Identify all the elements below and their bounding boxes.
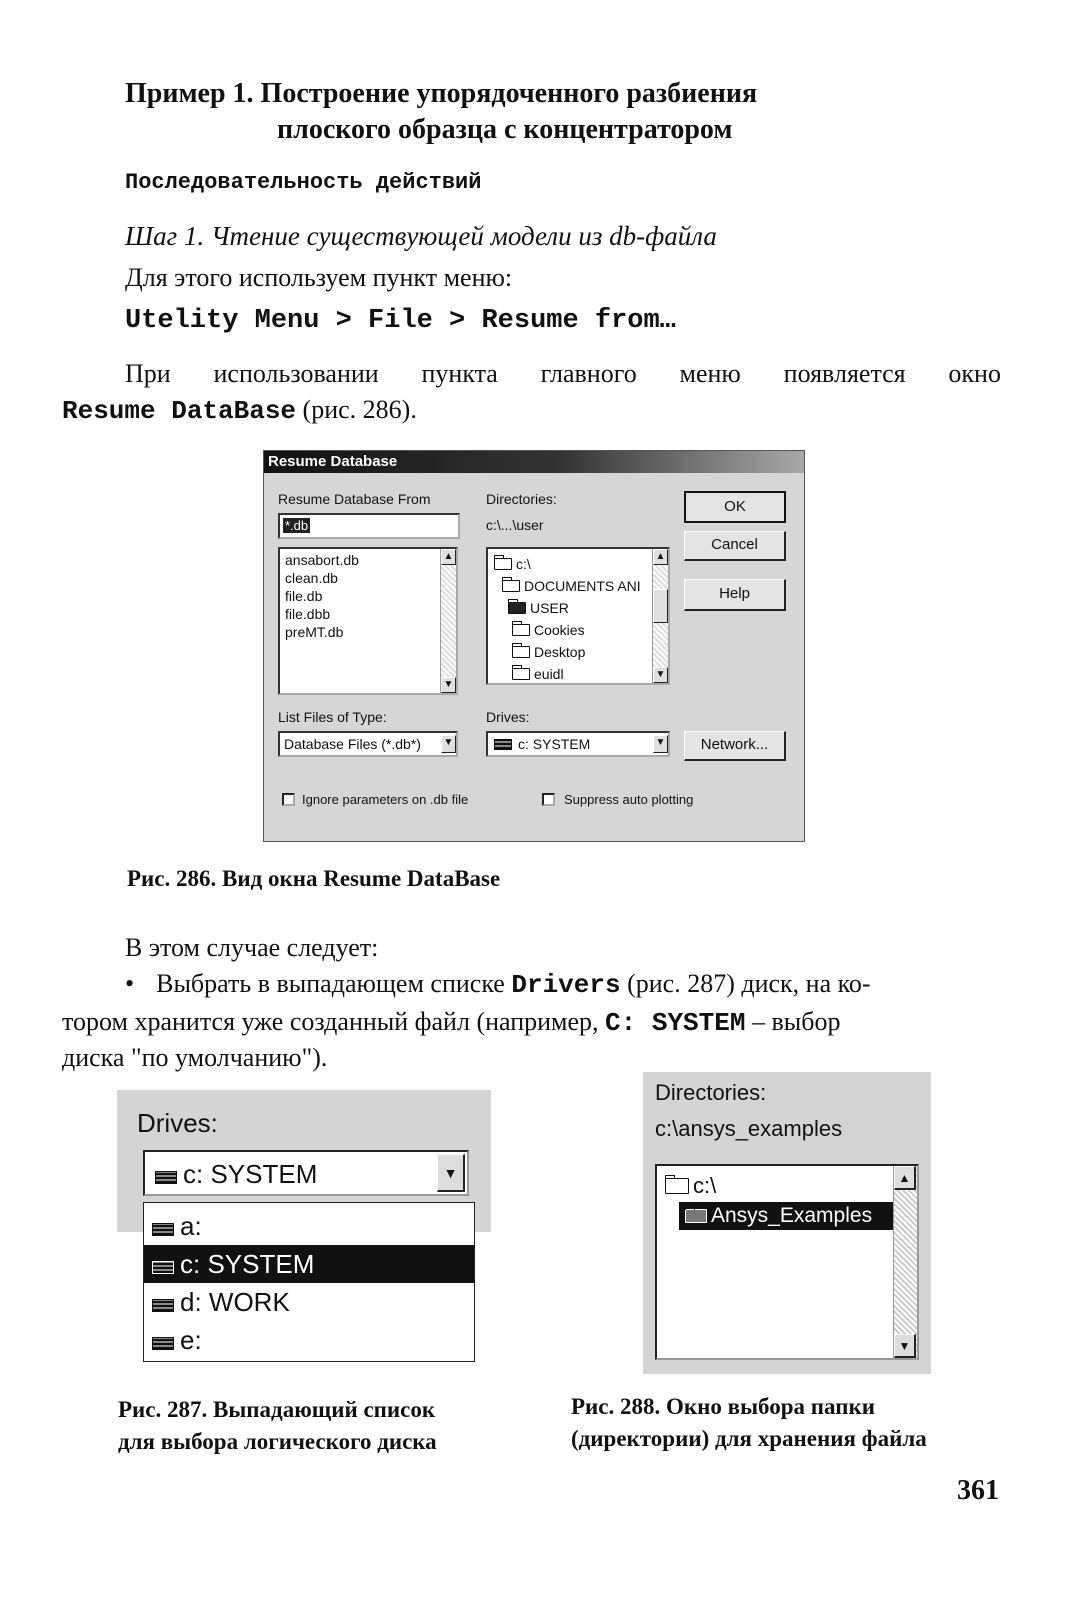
tree-item[interactable] — [494, 597, 641, 619]
drive-icon — [152, 1261, 174, 1274]
scroll-up-icon[interactable]: ▲ — [441, 549, 456, 565]
drive-icon — [155, 1171, 177, 1184]
directories-label: Directories: — [655, 1080, 767, 1105]
scroll-thumb[interactable] — [653, 589, 668, 623]
ok-button[interactable]: OK — [684, 491, 786, 523]
tree-item[interactable] — [494, 619, 641, 641]
section-heading: Последовательность действий — [125, 170, 482, 195]
drive-select[interactable] — [486, 731, 670, 757]
suppress-plotting-label: Suppress auto plotting — [564, 792, 694, 807]
tree-label: Cookies — [534, 622, 585, 638]
dialog-titlebar: Resume Database — [264, 451, 804, 473]
caption-287-line2: для выбора логического диска — [118, 1429, 437, 1454]
drive-text: e: — [180, 1325, 202, 1355]
para-word: пункта — [421, 359, 498, 388]
bullet-text-b: (рис. 287) диск, на ко- — [620, 969, 871, 998]
filename-input[interactable] — [278, 513, 460, 539]
drive-text: d: WORK — [180, 1287, 290, 1317]
help-button[interactable]: Help — [684, 579, 786, 611]
resume-from-label: Resume Database From — [278, 491, 431, 507]
para-word: главного — [540, 359, 637, 388]
drive-text: c: SYSTEM — [518, 736, 591, 752]
file-list-items — [285, 551, 359, 641]
scroll-down-icon[interactable]: ▼ — [653, 667, 668, 683]
filename-value: *.db — [285, 518, 309, 533]
drive-select[interactable] — [143, 1150, 469, 1196]
folder-icon — [512, 624, 530, 636]
paragraph-window-line2 — [62, 392, 417, 429]
bullet-text-a: Выбрать в выпадающем списке — [156, 969, 512, 998]
folder-icon — [512, 668, 530, 680]
tree-item[interactable] — [494, 553, 641, 575]
caption-287-line1: Рис. 287. Выпадающий список — [118, 1397, 436, 1422]
para-word: использовании — [213, 359, 379, 388]
scroll-down-icon[interactable]: ▼ — [894, 1334, 916, 1358]
chevron-down-icon[interactable]: ▼ — [437, 1154, 465, 1192]
caption-288-line1: Рис. 288. Окно выбора папки — [571, 1394, 875, 1419]
para-word: меню — [679, 359, 741, 388]
drive-text: c: SYSTEM — [183, 1159, 318, 1189]
drives-label: Drives: — [137, 1108, 218, 1138]
drives-dropdown-figure — [117, 1090, 491, 1365]
example-title-line1: Пример 1. Построение упорядоченного разбиения — [125, 78, 758, 109]
list-item[interactable]: clean.db — [285, 570, 338, 586]
drive-icon — [152, 1337, 174, 1350]
page-number: 361 — [957, 1475, 999, 1506]
drives-label: Drives: — [486, 709, 530, 725]
resume-database-dialog — [263, 450, 805, 842]
tree-item-selected[interactable] — [679, 1202, 895, 1230]
current-directory: c:\ansys_examples — [655, 1116, 843, 1141]
tree-label: c:\ — [693, 1173, 717, 1198]
drive-option[interactable] — [144, 1283, 474, 1321]
drive-option[interactable] — [144, 1321, 474, 1359]
network-button[interactable]: Network... — [684, 731, 786, 761]
folder-open-icon — [685, 1209, 707, 1223]
bullet-text-d: – выбор — [745, 1007, 841, 1036]
folder-open-icon — [508, 602, 526, 614]
caption-286: Рис. 286. Вид окна Resume DataBase — [127, 866, 501, 891]
list-item[interactable]: file.dbb — [285, 606, 331, 622]
bullet-icon: • — [125, 969, 135, 998]
drive-text: a: — [180, 1211, 202, 1241]
para-word: При — [125, 359, 171, 388]
caption-288-line2: (директории) для хранения файла — [571, 1426, 927, 1451]
tree-label: DOCUMENTS ANI — [524, 578, 641, 594]
list-item[interactable]: preMT.db — [285, 624, 344, 640]
current-directory: c:\...\user — [486, 517, 544, 533]
example-title-line2: плоского образца с концентратором — [277, 114, 733, 145]
tree-label: USER — [530, 600, 569, 616]
drive-option-selected[interactable] — [144, 1245, 474, 1283]
file-type-value: Database Files (*.db*) — [284, 736, 421, 752]
drive-value — [494, 735, 590, 753]
directory-select-figure — [643, 1072, 931, 1374]
directory-tree[interactable] — [655, 1164, 919, 1360]
scroll-down-icon[interactable]: ▼ — [441, 677, 456, 693]
folder-icon — [512, 646, 530, 658]
drive-icon — [494, 739, 512, 750]
fig-ref: (рис. 286). — [296, 395, 417, 424]
file-type-select[interactable] — [278, 731, 458, 757]
file-type-label: List Files of Type: — [278, 709, 387, 725]
window-name: Resume DataBase — [62, 396, 297, 426]
bullet-code: Drivers — [511, 970, 621, 1000]
ignore-params-checkbox[interactable] — [282, 793, 295, 806]
ignore-params-label: Ignore parameters on .db file — [302, 792, 469, 807]
directory-scrollbar[interactable] — [652, 549, 668, 683]
drive-icon — [152, 1299, 174, 1312]
folder-open-icon — [494, 558, 512, 570]
bullet-text-c: тором хранится уже созданный файл (например, — [62, 1007, 606, 1036]
chevron-down-icon[interactable]: ▼ — [653, 735, 668, 753]
bullet-code: C: SYSTEM — [605, 1008, 746, 1038]
bullet-line2 — [62, 1004, 840, 1041]
selected-drive — [155, 1159, 317, 1190]
chevron-down-icon[interactable]: ▼ — [441, 735, 456, 753]
tree-item[interactable] — [494, 663, 641, 685]
step-heading: Шаг 1. Чтение существующей модели из db-файла — [125, 221, 717, 251]
bullet-line3: диска "по умолчанию"). — [62, 1043, 328, 1072]
tree-label: euidl — [534, 666, 564, 682]
paragraph-window — [125, 356, 1001, 392]
tree-item[interactable] — [665, 1172, 716, 1200]
directory-scrollbar[interactable] — [893, 1166, 917, 1358]
scroll-up-icon[interactable]: ▲ — [894, 1166, 916, 1190]
list-item[interactable]: file.db — [285, 588, 323, 604]
tree-item[interactable] — [494, 575, 641, 597]
folder-open-icon — [665, 1178, 689, 1194]
bullet-line1 — [125, 966, 871, 1003]
menu-path: Utelity Menu > File > Resume from… — [125, 306, 676, 336]
drive-icon — [152, 1223, 174, 1236]
para-word: окно — [948, 359, 1001, 388]
tree-item[interactable] — [494, 641, 641, 663]
directory-tree[interactable] — [486, 547, 670, 685]
tree-label: c:\ — [516, 556, 531, 572]
directories-label: Directories: — [486, 491, 557, 507]
tree-label: Desktop — [534, 644, 586, 660]
para-word: появляется — [783, 359, 906, 388]
suppress-plotting-checkbox[interactable] — [542, 793, 555, 806]
paragraph-menu-intro: Для этого используем пункт меню: — [125, 263, 513, 292]
drive-options-list[interactable] — [143, 1202, 475, 1362]
file-list[interactable] — [278, 547, 458, 695]
directory-items — [494, 553, 641, 685]
tree-label: Ansys_Examples — [711, 1204, 873, 1227]
folder-open-icon — [502, 580, 520, 592]
scroll-up-icon[interactable]: ▲ — [653, 549, 668, 565]
cancel-button[interactable]: Cancel — [684, 531, 786, 561]
list-item[interactable]: ansabort.db — [285, 552, 359, 568]
drive-text: c: SYSTEM — [180, 1249, 315, 1279]
paragraph-follow: В этом случае следует: — [125, 933, 379, 962]
file-list-scrollbar[interactable] — [440, 549, 456, 693]
drive-option[interactable] — [144, 1207, 474, 1245]
